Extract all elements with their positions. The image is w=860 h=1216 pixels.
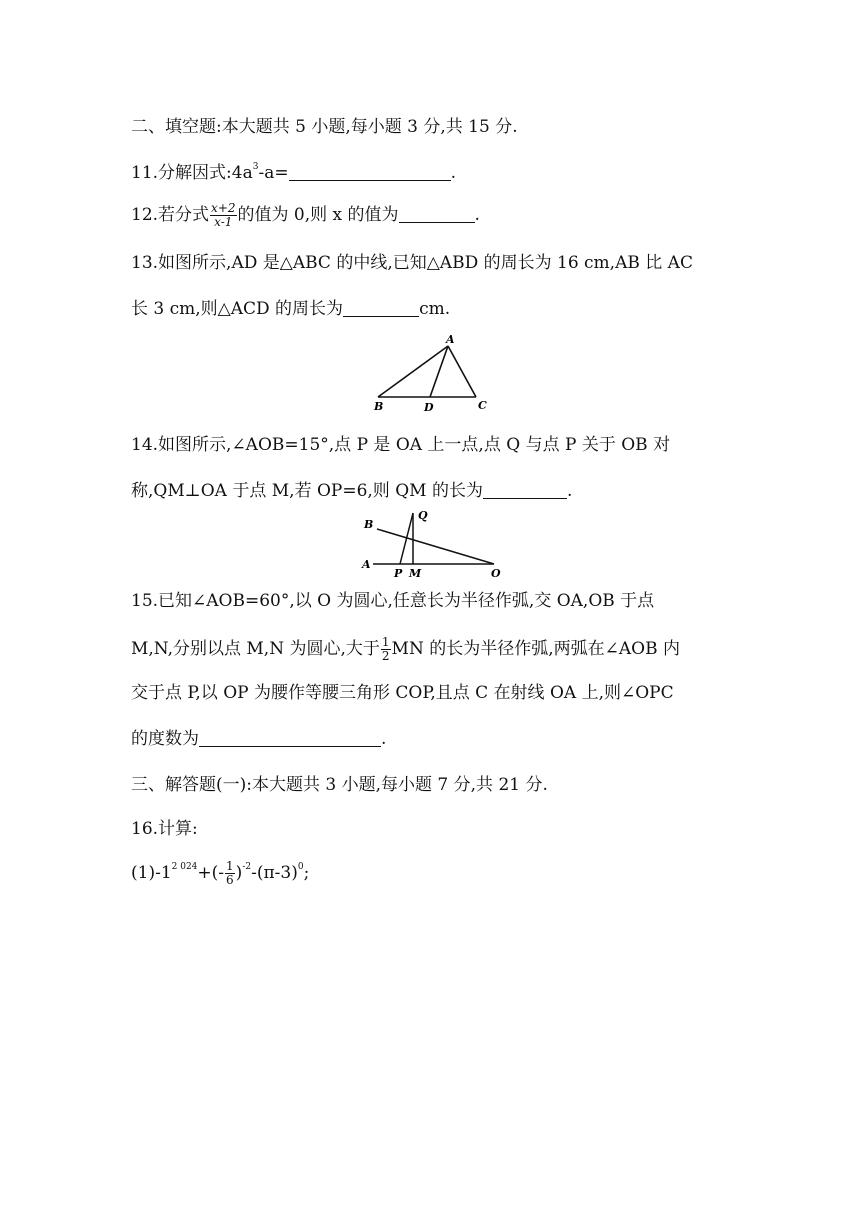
label-m: M bbox=[409, 567, 422, 580]
q12-prefix: 12.若分式 bbox=[131, 205, 210, 225]
q11-end: . bbox=[450, 163, 456, 183]
label-o: O bbox=[491, 567, 501, 580]
question-13-line-1: 13.如图所示,AD 是△ABC 的中线,已知△ABD 的周长为 16 cm,AB 比 AC bbox=[131, 253, 693, 273]
question-14-line-1: 14.如图所示,∠AOB=15°,点 P 是 OA 上一点,点 Q 与点 P 关于 OB 对 bbox=[131, 435, 671, 455]
q11-prefix: 11.分解因式:4a bbox=[131, 163, 253, 183]
q16-p1-exp2: -2 bbox=[242, 862, 252, 872]
q15-fraction-denominator: 2 bbox=[381, 649, 390, 663]
q15-line4-prefix: 的度数为 bbox=[131, 729, 199, 749]
q16-p1-c: ) bbox=[235, 863, 243, 883]
label-a: A bbox=[362, 558, 371, 571]
q12-end: . bbox=[474, 205, 480, 225]
answer-blank-14[interactable] bbox=[483, 482, 567, 499]
label-p: P bbox=[394, 567, 403, 580]
question-15-line-3: 交于点 P,以 OP 为腰作等腰三角形 COP,且点 C 在射线 OA 上,则∠OPC bbox=[131, 683, 674, 703]
q16-p1-d: -(π-3) bbox=[251, 863, 298, 883]
q16-fraction-one-sixth bbox=[225, 860, 235, 887]
side-ab bbox=[378, 346, 448, 397]
q15-fraction-half bbox=[381, 636, 391, 663]
q12-fraction-numerator: x+2 bbox=[211, 201, 236, 215]
triangle-abc-figure bbox=[368, 330, 498, 415]
answer-blank-15[interactable] bbox=[199, 730, 381, 747]
label-c: C bbox=[478, 399, 487, 412]
q14-line2-prefix: 称,QM⊥OA 于点 M,若 OP=6,则 QM 的长为 bbox=[131, 481, 483, 501]
median-ad bbox=[430, 346, 448, 397]
q14-end: . bbox=[566, 481, 573, 501]
q16-fraction-denominator: 6 bbox=[226, 873, 234, 887]
question-13-line-2 bbox=[131, 298, 450, 320]
q16-fraction-numerator: 1 bbox=[226, 859, 234, 873]
q16-p1-e: ; bbox=[303, 863, 310, 883]
question-12 bbox=[131, 202, 480, 229]
label-b: B bbox=[374, 400, 384, 413]
q12-fraction-denominator: x-1 bbox=[214, 215, 233, 229]
q16-p1-exp3: 0 bbox=[297, 862, 304, 872]
question-16-title: 16.计算: bbox=[131, 819, 198, 839]
section-heading-fill-in: 二、填空题:本大题共 5 小题,每小题 3 分,共 15 分. bbox=[131, 117, 518, 137]
q12-fraction bbox=[210, 202, 236, 229]
q15-fraction-numerator: 1 bbox=[381, 635, 390, 649]
label-a: A bbox=[446, 333, 455, 346]
label-b: B bbox=[364, 518, 374, 531]
label-q: Q bbox=[418, 509, 428, 522]
q13-line2-suffix: cm. bbox=[419, 299, 451, 319]
answer-blank-12[interactable] bbox=[399, 206, 475, 223]
q11-suffix: -a= bbox=[258, 163, 289, 183]
q16-p1-a: (1)-1 bbox=[131, 863, 172, 883]
answer-blank-11[interactable] bbox=[289, 164, 451, 181]
answer-blank-13[interactable] bbox=[343, 300, 419, 317]
question-15-line-4 bbox=[131, 728, 386, 750]
ray-ob bbox=[377, 529, 494, 564]
q16-p1-exp1: 2 024 bbox=[171, 862, 198, 872]
q16-p1-b: +(- bbox=[197, 863, 225, 883]
q15-line2-prefix: M,N,分别以点 M,N 为圆心,大于 bbox=[131, 639, 380, 659]
q13-line2-prefix: 长 3 cm,则△ACD 的周长为 bbox=[131, 299, 344, 319]
question-16-part-1 bbox=[131, 860, 309, 887]
q15-line2-suffix: MN 的长为半径作弧,两弧在∠AOB 内 bbox=[391, 639, 680, 659]
question-15-line-1: 15.已知∠AOB=60°,以 O 为圆心,任意长为半径作弧,交 OA,OB 于点 bbox=[131, 591, 655, 611]
q15-end: . bbox=[381, 729, 387, 749]
question-14-line-2 bbox=[131, 480, 572, 502]
section-heading-solve-1: 三、解答题(一):本大题共 3 小题,每小题 7 分,共 21 分. bbox=[131, 775, 548, 795]
q12-mid: 的值为 0,则 x 的值为 bbox=[237, 205, 399, 225]
question-11 bbox=[131, 162, 456, 184]
question-15-line-2 bbox=[131, 636, 680, 663]
angle-aob-figure bbox=[355, 505, 515, 583]
q11-exponent: 3 bbox=[252, 162, 259, 172]
side-ac bbox=[448, 346, 476, 397]
label-d: D bbox=[424, 401, 434, 414]
